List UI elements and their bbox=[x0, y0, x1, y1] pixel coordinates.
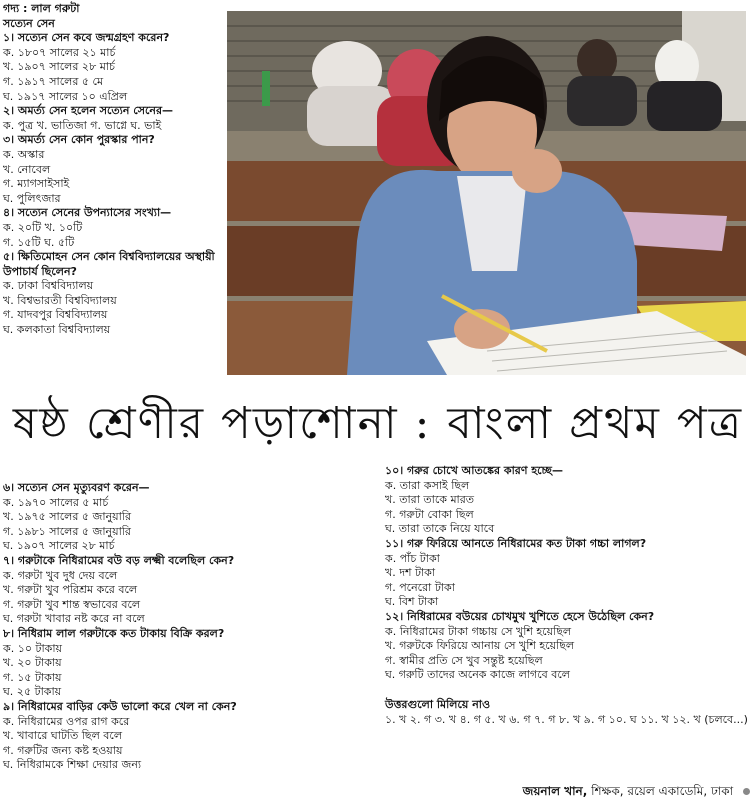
answer-option: গ. স্বামীর প্রতি সে খুব সন্তুষ্ট হয়েছিল bbox=[385, 653, 543, 667]
answer-option: ঘ. ১৯০৭ সালের ২৮ মার্চ bbox=[3, 539, 115, 553]
answer-option: ঘ. পুলিৎজার bbox=[3, 191, 61, 205]
answer-option: ঘ. গরুটা খাবার নষ্ট করে না বলে bbox=[3, 612, 145, 626]
answer-option: খ. তারা তাকে মারত bbox=[385, 493, 475, 507]
question-text: ১। সত্যেন সেন কবে জন্মগ্রহণ করেন? bbox=[3, 31, 170, 45]
answer-option: খ. গরুটকে ফিরিয়ে আনায় সে খুশি হয়েছিল bbox=[385, 639, 575, 653]
answer-option: ঘ. গরুটি তাদের অনেক কাজে লাগবে বলে bbox=[385, 668, 570, 682]
answer-option: ঘ. কলকাতা বিশ্ববিদ্যালয় bbox=[3, 323, 111, 337]
exam-hall-photo bbox=[227, 11, 746, 375]
question-text: ৯। নিধিরামের বাড়ির কেউ ভালো করে খেল না কেন? bbox=[3, 699, 237, 713]
answer-option: ক. অস্কার bbox=[3, 147, 45, 161]
answer-option: খ. গরুটা খুব পরিশ্রম করে বলে bbox=[3, 583, 138, 597]
question-text: ১২। নিধিরামের বউয়ের চোখমুখ খুশিতে হেসে উঠেছিল কেন? bbox=[385, 609, 655, 623]
answer-option: ঘ. ১৯১৭ সালের ১০ এপ্রিল bbox=[3, 89, 128, 103]
answer-option: ক. পুত্র খ. ভাতিজা গ. ভাগ্নে ঘ. ভাই bbox=[3, 118, 162, 132]
question-text: ১০। গরুর চোখে আতঙ্কের কারণ হচ্ছে— bbox=[385, 464, 563, 477]
answer-option: গ. ১৯১৭ সালের ৫ মে bbox=[3, 74, 104, 88]
answer-option: ক. নিধিরামের ওপর রাগ করে bbox=[3, 714, 130, 728]
answer-option: ঘ. নিধিরামকে শিক্ষা দেয়ার জন্য bbox=[3, 758, 142, 772]
answer-option: ক. ঢাকা বিশ্ববিদ্যালয় bbox=[3, 279, 94, 293]
question-text: ১১। গরু ফিরিয়ে আনতে নিধিরামের কত টাকা গচ্চা লাগল? bbox=[385, 536, 647, 550]
answer-option: ক. ১৯৭০ সালের ৫ মার্চ bbox=[3, 495, 109, 509]
answer-option: খ. নোবেল bbox=[3, 162, 51, 176]
question-text: ৭। গরুটাকে নিধিরামের বউ বড় লক্ষ্মী বলেছিল কেন? bbox=[3, 553, 235, 567]
answer-option: গ. পনেরো টাকা bbox=[385, 580, 455, 594]
question-text: ৮। নিধিরাম লাল গরুটাকে কত টাকায় বিক্রি করল? bbox=[3, 626, 225, 640]
answer-option: গ. ১৯৮১ সালের ৫ জানুয়ারি bbox=[3, 524, 131, 538]
question-text: ৪। সত্যেন সেনের উপন্যাসের সংখ্যা— bbox=[3, 206, 172, 220]
answer-option: গ. ম্যাগসাইসাই bbox=[3, 177, 70, 191]
author-label: সত্যেন সেন bbox=[3, 16, 55, 30]
answer-option: খ. ২০ টাকায় bbox=[3, 656, 62, 670]
answer-option: ঘ. ২৫ টাকায় bbox=[3, 685, 62, 699]
answer-option: খ. দশ টাকা bbox=[385, 566, 436, 580]
credit-name: জয়নাল খান, bbox=[522, 784, 588, 798]
answer-option: খ. ১৯৭৫ সালের ৫ জানুয়ারি bbox=[3, 510, 131, 524]
question-text: ৬। সত্যেন সেন মৃত্যুবরণ করেন— bbox=[3, 481, 150, 494]
page-headline: ষষ্ঠ শ্রেণীর পড়াশোনা : বাংলা প্রথম পত্র bbox=[12, 398, 744, 449]
answer-option: গ. গরুটির জন্য কষ্ট হওয়ায় bbox=[3, 743, 123, 757]
answer-option: ক. গরুটা খুব দুধ দেয় বলে bbox=[3, 568, 118, 582]
answer-option: গ. গরুটা খুব শান্ত স্বভাবের বলে bbox=[3, 597, 141, 611]
bullet-dot-icon bbox=[743, 788, 750, 795]
answer-option: গ. ১৫ টাকায় bbox=[3, 670, 62, 684]
answer-option: খ. খাবারে ঘাটতি ছিল বলে bbox=[3, 729, 123, 743]
top-question-column bbox=[3, 2, 225, 338]
answer-option: ক. তারা কসাই ছিল bbox=[385, 478, 470, 492]
answer-option: গ. গরুটা বোকা ছিল bbox=[385, 507, 474, 521]
author-credit bbox=[523, 783, 750, 803]
answer-option: খ. বিশ্বভারতী বিশ্ববিদ্যালয় bbox=[3, 293, 117, 307]
answers-text: ১. খ ২. গ ৩. খ ৪. গ ৫. খ ৬. গ ৭. গ ৮. খ ৯. গ ১০. ঘ ১১. খ ১২. খ (চলবে...) bbox=[385, 712, 748, 726]
credit-rest: শিক্ষক, রয়েল একাডেমি, ঢাকা bbox=[591, 784, 734, 798]
answer-option: ক. ১০ টাকায় bbox=[3, 641, 63, 655]
answer-option: ঘ. তারা তাকে নিয়ে যাবে bbox=[385, 522, 495, 536]
answer-option: ঘ. বিশ টাকা bbox=[385, 595, 439, 609]
answer-option: ক. পাঁচ টাকা bbox=[385, 551, 440, 565]
right-question-column bbox=[385, 464, 755, 727]
question-text: ৫। ক্ষিতিমোহন সেন কোন বিশ্ববিদ্যালয়ের অস্থায়ী উপাচার্য ছিলেন? bbox=[3, 250, 215, 278]
question-text: ২। অমর্ত্য সেন হলেন সত্যেন সেনের— bbox=[3, 104, 174, 118]
answer-option: গ. যাদবপুর বিশ্ববিদ্যালয় bbox=[3, 308, 108, 322]
left-question-column bbox=[3, 481, 373, 773]
answer-option: ক. ১৮০৭ সালের ২১ মার্চ bbox=[3, 45, 116, 59]
question-text: ৩। অমর্ত্য সেন কোন পুরস্কার পান? bbox=[3, 133, 155, 147]
category-label: গদ্য : লাল গরুটা bbox=[3, 2, 80, 15]
answer-option: গ. ১৫টি ঘ. ৫টি bbox=[3, 235, 75, 249]
answer-option: ক. নিধিরামের টাকা গচ্চায় সে খুশি হয়েছিল bbox=[385, 624, 572, 638]
answer-option: খ. ১৯০৭ সালের ২৮ মার্চ bbox=[3, 60, 115, 74]
answers-title: উত্তরগুলো মিলিয়ে নাও bbox=[385, 697, 491, 711]
answer-option: ক. ২০টি খ. ১০টি bbox=[3, 220, 83, 234]
